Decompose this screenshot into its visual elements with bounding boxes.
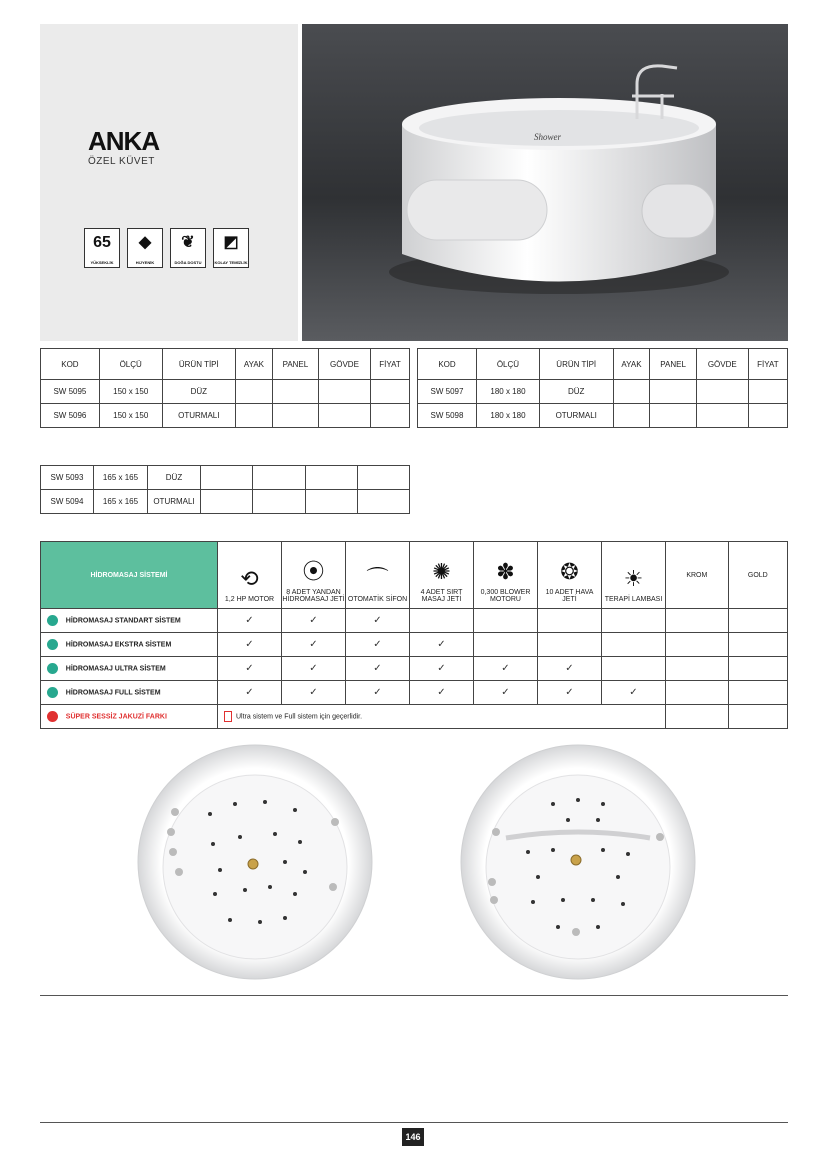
check-icon: ✓ bbox=[565, 663, 574, 674]
bullet-icon bbox=[47, 711, 58, 722]
feature-siphon bbox=[346, 542, 410, 609]
table-row bbox=[418, 380, 788, 404]
cell-type: DÜZ bbox=[148, 466, 201, 490]
cell-empty bbox=[236, 380, 273, 404]
system-full bbox=[41, 681, 218, 705]
col-foot: AYAK bbox=[236, 349, 273, 380]
check-icon: ✓ bbox=[373, 663, 382, 674]
divider bbox=[40, 995, 788, 996]
cell-empty bbox=[650, 404, 696, 428]
check-icon: ✓ bbox=[245, 639, 254, 650]
feature-back-jet bbox=[410, 542, 474, 609]
title-panel bbox=[40, 24, 298, 341]
cell-empty bbox=[319, 380, 371, 404]
bullet-icon bbox=[47, 639, 58, 650]
system-ultra bbox=[41, 657, 218, 681]
leaf-icon: ❦ bbox=[181, 234, 195, 251]
feature-label: 1,2 HP MOTOR bbox=[224, 596, 275, 603]
table-row bbox=[41, 490, 410, 514]
check-icon: ✓ bbox=[245, 687, 254, 698]
check-icon: ✓ bbox=[437, 639, 446, 650]
feature-motor bbox=[218, 542, 282, 609]
cell-empty bbox=[357, 490, 409, 514]
feature-label: OTOMATİK SİFON bbox=[347, 596, 408, 603]
feature-side-jet bbox=[282, 542, 346, 609]
cell-empty bbox=[236, 404, 273, 428]
cell-empty bbox=[650, 380, 696, 404]
cell-empty bbox=[272, 380, 318, 404]
cell-code: SW 5096 bbox=[41, 404, 100, 428]
col-panel: PANEL bbox=[650, 349, 696, 380]
table-row bbox=[41, 466, 410, 490]
cell-empty bbox=[370, 380, 409, 404]
check-icon: ✓ bbox=[245, 615, 254, 626]
price-table-left bbox=[40, 348, 410, 428]
check-icon: ✓ bbox=[629, 687, 638, 698]
silent-row bbox=[41, 705, 788, 729]
cell-code: SW 5098 bbox=[418, 404, 477, 428]
col-body: GÖVDE bbox=[319, 349, 371, 380]
check-icon: ✓ bbox=[309, 663, 318, 674]
motor-icon: ⟲ bbox=[240, 566, 259, 591]
price-table-lower bbox=[40, 465, 410, 514]
cell-code: SW 5093 bbox=[41, 466, 94, 490]
feature-label: TERAPİ LAMBASI bbox=[604, 596, 663, 603]
cell-empty bbox=[201, 490, 253, 514]
check-icon: ✓ bbox=[309, 639, 318, 650]
col-code: KOD bbox=[41, 349, 100, 380]
cell-size: 165 x 165 bbox=[94, 490, 148, 514]
col-chrome: KROM bbox=[666, 542, 729, 609]
system-name: SÜPER SESSİZ JAKUZİ FARKI bbox=[65, 713, 167, 721]
cell-empty bbox=[319, 404, 371, 428]
cell-code: SW 5095 bbox=[41, 380, 100, 404]
system-name: HİDROMASAJ ULTRA SİSTEM bbox=[65, 665, 166, 673]
cell-type: OTURMALI bbox=[539, 404, 613, 428]
system-extra bbox=[41, 633, 218, 657]
air-jet-icon: ❂ bbox=[560, 559, 579, 584]
table-row bbox=[418, 404, 788, 428]
product-photo bbox=[302, 24, 788, 341]
cell-size: 180 x 180 bbox=[477, 380, 540, 404]
hydromassage-table bbox=[40, 541, 788, 729]
col-size: ÖLÇÜ bbox=[477, 349, 540, 380]
col-body: GÖVDE bbox=[696, 349, 748, 380]
cell-empty bbox=[613, 380, 650, 404]
feature-blower bbox=[474, 542, 538, 609]
col-price: FİYAT bbox=[748, 349, 787, 380]
check-icon: ✓ bbox=[373, 687, 382, 698]
cell-empty bbox=[748, 380, 787, 404]
back-jet-icon: ✺ bbox=[432, 559, 451, 584]
bullet-icon bbox=[47, 687, 58, 698]
col-size: ÖLÇÜ bbox=[99, 349, 162, 380]
badge-caption: HIJYENİK bbox=[135, 260, 155, 265]
cell-type: OTURMALI bbox=[162, 404, 236, 428]
feature-label: 10 ADET HAVA JETİ bbox=[545, 589, 594, 603]
eco-badge bbox=[170, 228, 206, 268]
height-icon: 65 bbox=[93, 234, 111, 251]
cell-empty bbox=[370, 404, 409, 428]
check-icon: ✓ bbox=[437, 687, 446, 698]
cell-empty bbox=[696, 404, 748, 428]
cell-size: 165 x 165 bbox=[94, 466, 148, 490]
bullet-icon bbox=[47, 663, 58, 674]
system-name: HİDROMASAJ EKSTRA SİSTEM bbox=[65, 641, 172, 649]
col-panel: PANEL bbox=[272, 349, 318, 380]
check-icon: ✓ bbox=[309, 687, 318, 698]
system-row bbox=[41, 657, 788, 681]
cell-size: 180 x 180 bbox=[477, 404, 540, 428]
cell-type: DÜZ bbox=[162, 380, 236, 404]
col-price: FİYAT bbox=[370, 349, 409, 380]
brand-logo: Shower bbox=[534, 132, 561, 142]
badge-caption: YÜKSEKLİK bbox=[90, 260, 114, 265]
silent-system bbox=[41, 705, 218, 729]
cell-empty bbox=[357, 466, 409, 490]
col-type: ÜRÜN TİPİ bbox=[162, 349, 236, 380]
price-table-right bbox=[417, 348, 788, 428]
cell-size: 150 x 150 bbox=[99, 380, 162, 404]
cell-empty bbox=[748, 404, 787, 428]
table-row bbox=[41, 404, 410, 428]
system-standard bbox=[41, 609, 218, 633]
bathtub-illustration bbox=[302, 24, 788, 341]
feature-air-jet bbox=[538, 542, 602, 609]
cell-code: SW 5097 bbox=[418, 380, 477, 404]
system-name: HİDROMASAJ STANDART SİSTEM bbox=[65, 617, 181, 625]
col-gold: GOLD bbox=[728, 542, 787, 609]
cell-empty bbox=[305, 490, 357, 514]
check-icon: ✓ bbox=[565, 687, 574, 698]
info-icon bbox=[224, 711, 232, 722]
tub-top-view-left bbox=[135, 742, 375, 982]
cell-type: OTURMALI bbox=[148, 490, 201, 514]
feature-label: 4 ADET SIRT MASAJ JETİ bbox=[420, 589, 463, 603]
feature-lamp bbox=[602, 542, 666, 609]
cell-type: DÜZ bbox=[539, 380, 613, 404]
system-row bbox=[41, 681, 788, 705]
col-type: ÜRÜN TİPİ bbox=[539, 349, 613, 380]
table-row bbox=[41, 380, 410, 404]
check-icon: ✓ bbox=[437, 663, 446, 674]
cell-empty bbox=[272, 404, 318, 428]
tub-top-view-right bbox=[458, 742, 698, 982]
check-icon: ✓ bbox=[501, 663, 510, 674]
check-icon: ✓ bbox=[501, 687, 510, 698]
page-number: 146 bbox=[402, 1128, 424, 1146]
cell-empty bbox=[253, 490, 305, 514]
silent-note-cell bbox=[218, 705, 666, 729]
product-subtitle: ÖZEL KÜVET bbox=[88, 156, 155, 167]
cell-size: 150 x 150 bbox=[99, 404, 162, 428]
check-icon: ✓ bbox=[373, 615, 382, 626]
cell-empty bbox=[613, 404, 650, 428]
check-icon: ✓ bbox=[245, 663, 254, 674]
height-badge bbox=[84, 228, 120, 268]
system-row bbox=[41, 633, 788, 657]
check-icon: ✓ bbox=[309, 615, 318, 626]
col-foot: AYAK bbox=[613, 349, 650, 380]
badge-caption: KOLAY TEMİZLİK bbox=[214, 260, 248, 265]
col-code: KOD bbox=[418, 349, 477, 380]
cell-code: SW 5094 bbox=[41, 490, 94, 514]
blower-icon: ✽ bbox=[496, 559, 515, 584]
silent-note: Ultra sistem ve Full sistem için geçerlidir. bbox=[236, 713, 363, 721]
system-row bbox=[41, 609, 788, 633]
check-icon: ✓ bbox=[373, 639, 382, 650]
cell-empty bbox=[305, 466, 357, 490]
cell-empty bbox=[696, 380, 748, 404]
cell-empty bbox=[253, 466, 305, 490]
product-title: ANKA bbox=[88, 126, 160, 156]
cell-empty bbox=[201, 466, 253, 490]
bullet-icon bbox=[47, 615, 58, 626]
side-jet-icon: ⦿ bbox=[302, 559, 325, 584]
clean-badge bbox=[213, 228, 249, 268]
siphon-icon: ⌒ bbox=[366, 566, 389, 591]
feature-label: 8 ADET YANDAN HİDROMASAJ JETİ bbox=[282, 589, 345, 603]
feature-label: 0,300 BLOWER MOTORU bbox=[480, 589, 531, 603]
clean-icon: ◩ bbox=[223, 234, 239, 251]
hydro-title: HİDROMASAJ SİSTEMİ bbox=[41, 542, 218, 609]
lamp-icon: ☀ bbox=[623, 566, 644, 591]
hygiene-badge bbox=[127, 228, 163, 268]
drop-icon: ◆ bbox=[138, 234, 152, 251]
footer-divider bbox=[40, 1122, 788, 1123]
badge-caption: DOĞA DOSTU bbox=[174, 260, 202, 265]
system-name: HİDROMASAJ FULL SİSTEM bbox=[65, 689, 161, 697]
